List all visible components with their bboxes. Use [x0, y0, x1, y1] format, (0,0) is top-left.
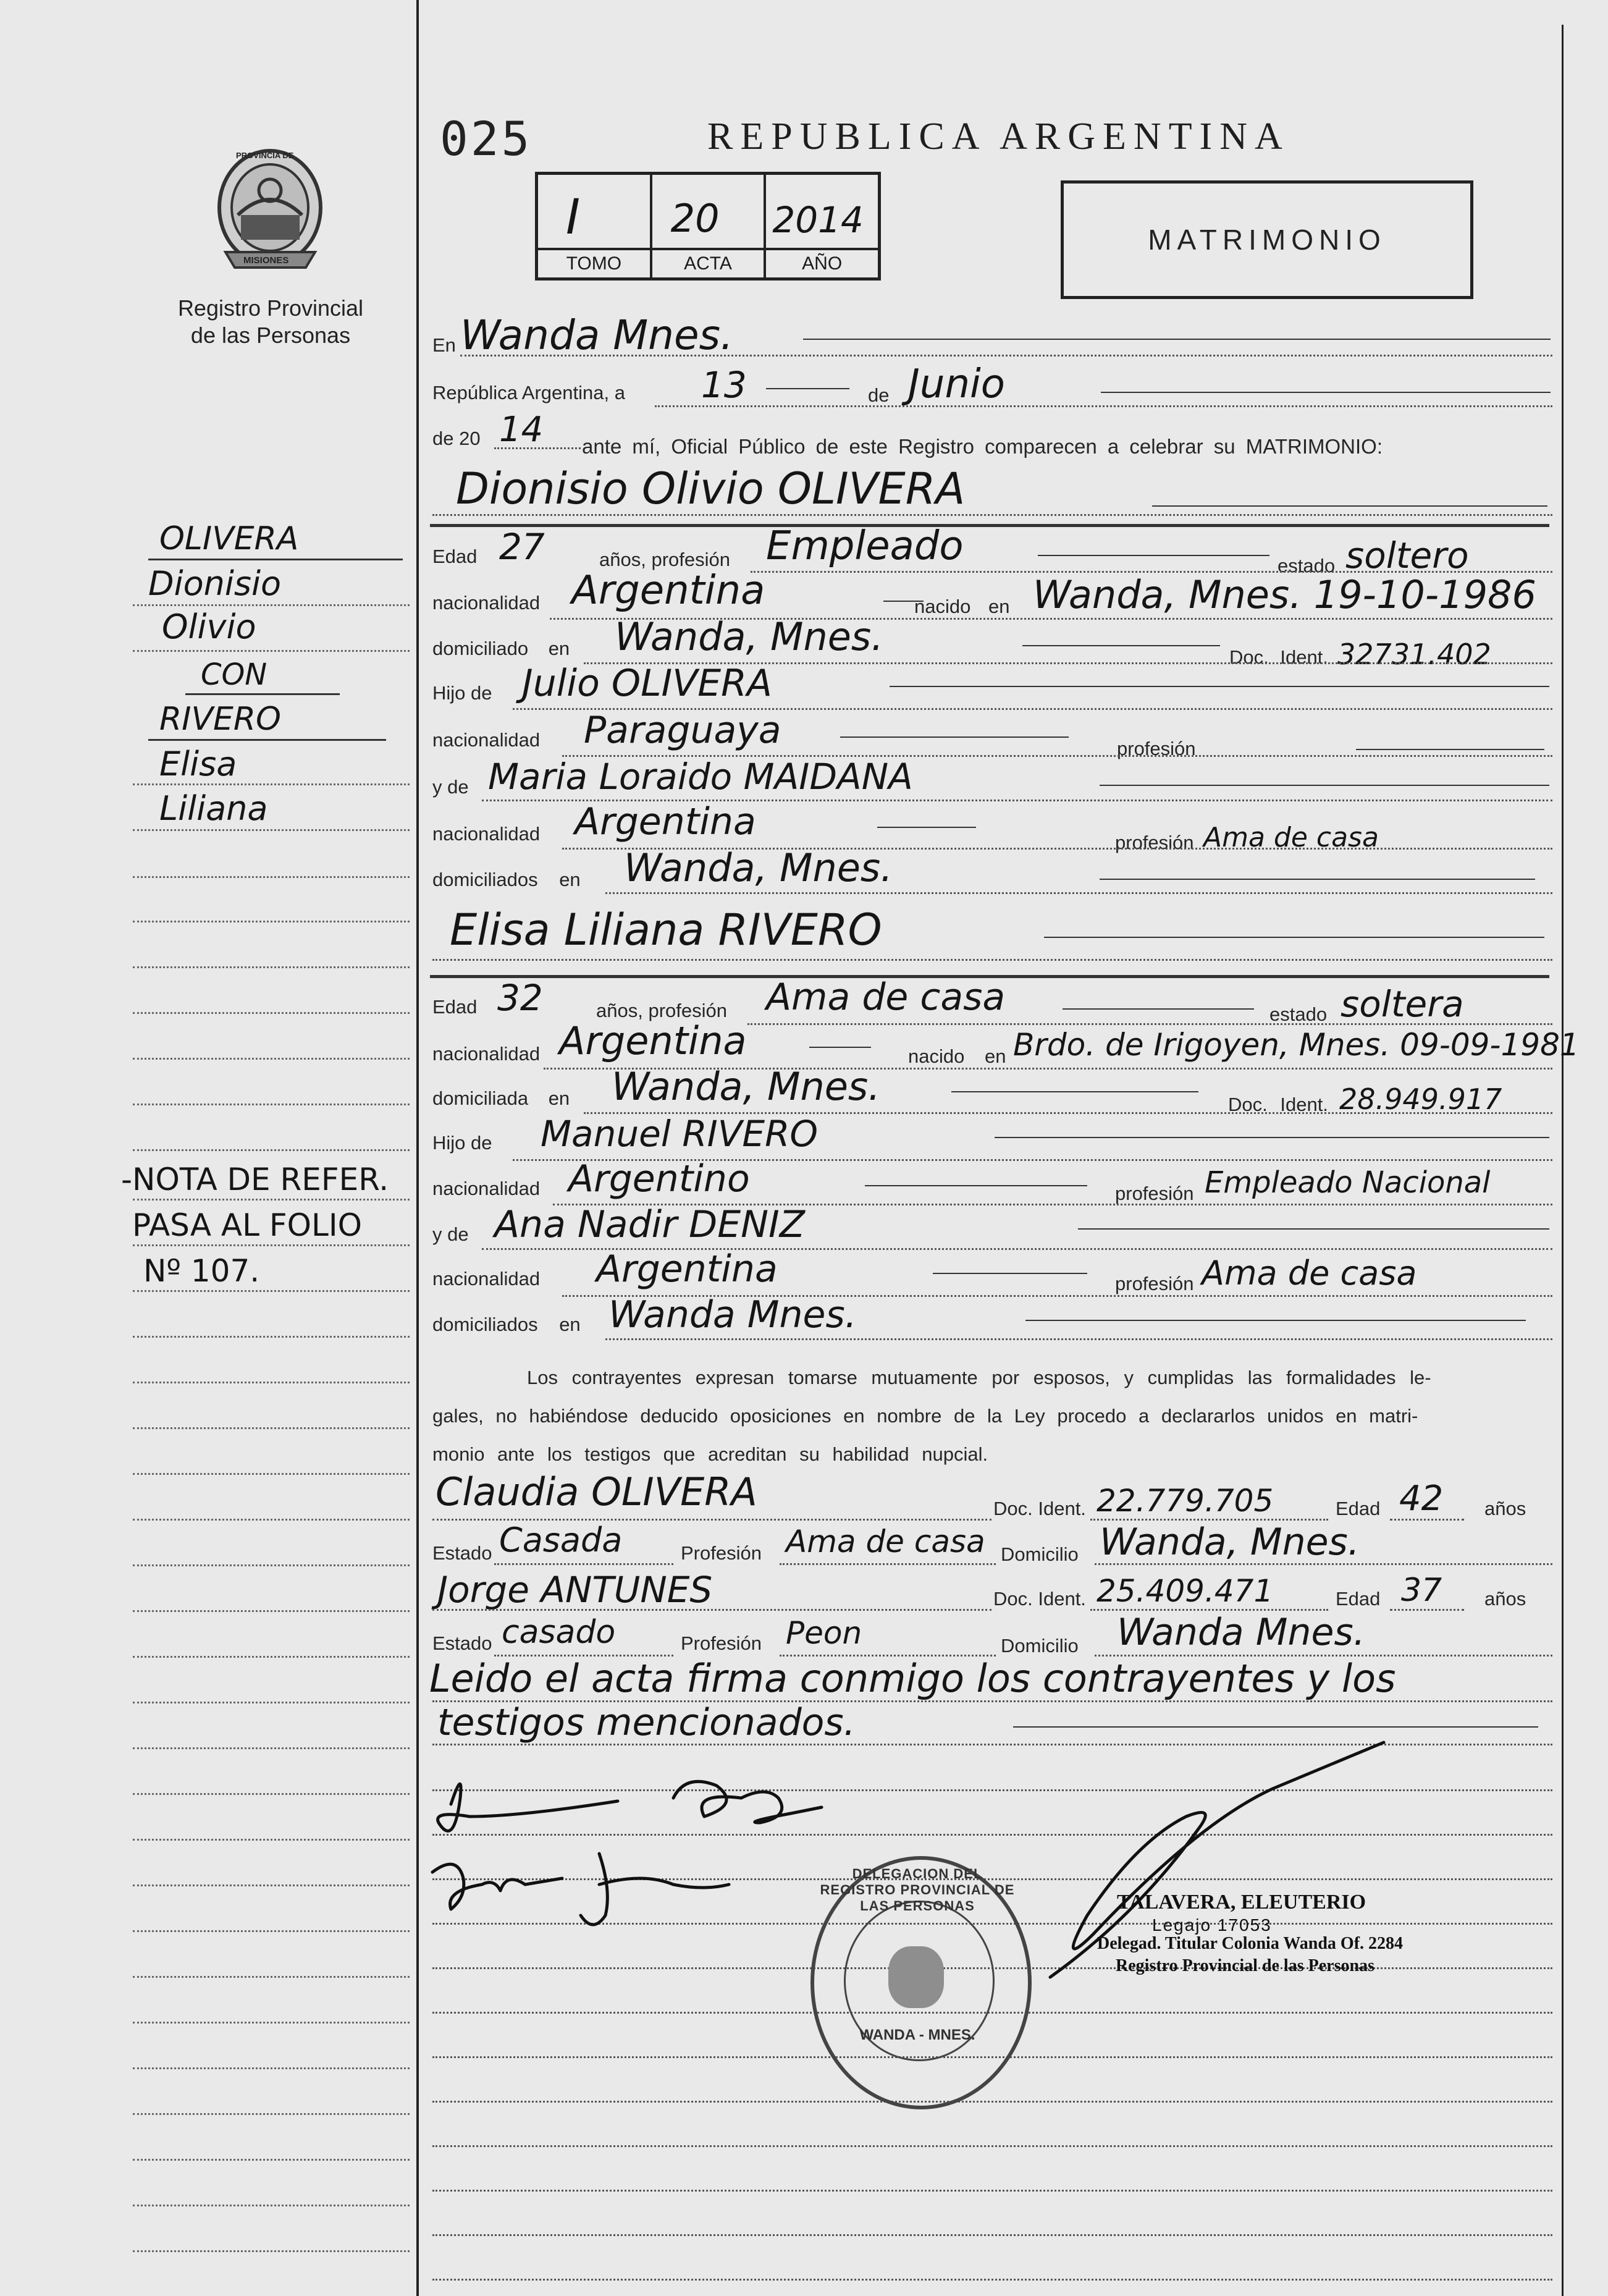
groom-domicilio: Wanda, Mnes.: [615, 614, 883, 659]
bride-nac-label: nacionalidad: [432, 1043, 541, 1065]
bride-profesion: Ama de casa: [766, 976, 1006, 1019]
margin-rule: [133, 829, 410, 831]
bride-madre-prof: Ama de casa: [1202, 1254, 1417, 1293]
groom-profesion: Empleado: [766, 523, 964, 569]
margin-rule: [133, 2022, 410, 2024]
seal-center-text: WANDA - MNES.: [859, 2027, 975, 2043]
groom-estado-label: estado: [1278, 555, 1336, 576]
margin-rule: [133, 1976, 410, 1978]
groom-yde-label: y de: [432, 776, 469, 798]
acta-value: 20: [670, 196, 720, 241]
witness1-doc-label: Doc. Ident.: [993, 1498, 1086, 1519]
groom-doms-label: domiciliados en: [432, 869, 581, 890]
tomo-label: TOMO: [538, 248, 650, 277]
margin-rule: [133, 1427, 410, 1429]
seal-ring-text: DELEGACION DEL REGISTRO PROVINCIAL DE LAS PERSONAS: [820, 1866, 1015, 1914]
groom-estado: soltero: [1345, 534, 1469, 576]
margin-rule: [133, 1519, 410, 1521]
bride-madre-prof-label: profesión: [1115, 1273, 1194, 1294]
margin-rule: [133, 783, 410, 785]
margin-note-2: PASA AL FOLIO: [132, 1207, 362, 1243]
margin-rule: [133, 1839, 410, 1841]
official-registry: Registro Provincial de las Personas: [1116, 1956, 1374, 1975]
margin-rule: [148, 739, 386, 741]
margin-rule: [133, 2205, 410, 2206]
dotted-rule: [747, 1023, 1552, 1025]
bride-madre: Ana Nadir DENIZ: [494, 1203, 805, 1246]
bride-signature: [673, 1781, 822, 1823]
groom-signature: [438, 1784, 618, 1831]
declaration-line2: gales, no habiéndose deducido oposiciones en nombre de la Ley procedo a declararlos unidos en matri-: [432, 1405, 1418, 1427]
bride-padre-prof-label: profesión: [1115, 1183, 1194, 1204]
witness1-edad-label: Edad: [1336, 1498, 1381, 1519]
margin-rule: [133, 1747, 410, 1749]
ano-label: AÑO: [766, 248, 878, 277]
blank-fill-rule: [1022, 645, 1220, 646]
margin-name2: Olivio: [162, 607, 256, 646]
margin-rule: [133, 1336, 410, 1338]
country-title: REPUBLICA ARGENTINA: [707, 116, 1290, 158]
witness1-anos-label: años: [1484, 1498, 1526, 1519]
margin-rule: [133, 2159, 410, 2161]
bride-doms-label: domiciliados en: [432, 1314, 581, 1335]
groom-hijo-label: Hijo de: [432, 682, 492, 704]
margin-rule: [133, 604, 410, 606]
bride-padre: Manuel RIVERO: [541, 1113, 819, 1155]
dotted-rule: [432, 959, 1552, 961]
blank-fill-rule: [951, 1091, 1198, 1092]
groom-padre-nac: Paraguaya: [584, 709, 781, 752]
witness2-name: Jorge ANTUNES: [437, 1569, 713, 1611]
dotted-rule: [494, 447, 581, 449]
day-value: 13: [701, 364, 747, 406]
margin-rule: [133, 1564, 410, 1566]
blank-fill-rule: [1356, 749, 1544, 750]
witness1-dom-label: Domicilio: [1001, 1543, 1079, 1565]
dotted-rule: [432, 2145, 1552, 2147]
margin-rule: [133, 1656, 410, 1658]
groom-madre-prof: Ama de casa: [1203, 822, 1379, 853]
witness2-doc: 25.409.471: [1097, 1573, 1274, 1609]
bride-padre-nac-label: nacionalidad: [432, 1178, 541, 1199]
margin-name3: Elisa: [159, 745, 237, 783]
witness1-signature: [432, 1864, 562, 1909]
registry-name-line2: de las Personas: [190, 323, 351, 348]
groom-nacido-label: nacido en: [914, 596, 1010, 617]
dotted-rule: [432, 2234, 1552, 2236]
groom-dom-label: domiciliado en: [432, 638, 570, 659]
folio-number: 025: [440, 111, 532, 166]
dotted-rule: [655, 405, 1552, 407]
bride-domicilio: Wanda, Mnes.: [612, 1064, 880, 1109]
logo-text-top: PROVINCIA DE: [236, 151, 294, 160]
blank-fill-rule: [933, 1273, 1087, 1274]
bride-doc-label: Doc. Ident.: [1228, 1094, 1328, 1115]
tomo-cell: [538, 175, 652, 277]
acta-cell: [652, 175, 767, 277]
witness2-estado-label: Estado: [432, 1632, 492, 1654]
blank-fill-rule: [803, 339, 1551, 340]
bride-padre-prof: Empleado Nacional: [1205, 1165, 1491, 1200]
registry-name-line1: Registro Provincial: [177, 295, 364, 321]
year-value: 14: [499, 410, 544, 450]
dotted-rule: [780, 1563, 996, 1565]
margin-note-1: -NOTA DE REFER.: [121, 1162, 389, 1197]
margin-rule: [133, 1104, 410, 1105]
groom-edad-label: Edad: [432, 546, 478, 567]
margin-rule: [133, 966, 410, 968]
witness1-estado-label: Estado: [432, 1542, 492, 1564]
act-type-label: MATRIMONIO: [1148, 224, 1386, 256]
margin-rule: [133, 1058, 410, 1060]
witness1-name: Claudia OLIVERA: [436, 1469, 757, 1514]
margin-rule: [133, 2067, 410, 2069]
groom-doc-label: Doc. Ident.: [1229, 646, 1328, 668]
bride-anos-label: años, profesión: [596, 1000, 727, 1021]
witness1-domicilio: Wanda, Mnes.: [1100, 1521, 1360, 1564]
witness2-dom-label: Domicilio: [1001, 1635, 1079, 1657]
blank-fill-rule: [766, 388, 849, 389]
margin-rule: [133, 1290, 410, 1292]
closing-line2: testigos mencionados.: [437, 1701, 856, 1744]
blank-fill-rule: [1100, 785, 1549, 786]
margin-rule: [133, 1382, 410, 1383]
margin-rule: [133, 1244, 410, 1246]
bride-edad-label: Edad: [432, 996, 478, 1018]
groom-madre-prof-label: profesión: [1115, 832, 1194, 853]
bride-padres-dom: Wanda Mnes.: [608, 1293, 857, 1336]
bride-madre-nac-label: nacionalidad: [432, 1268, 541, 1289]
section-divider: [430, 524, 1549, 527]
margin-rule: [133, 921, 410, 922]
groom-anos-label: años, profesión: [599, 549, 730, 570]
blank-fill-rule: [877, 827, 976, 828]
groom-padres-dom: Wanda, Mnes.: [624, 845, 893, 890]
blank-fill-rule: [1063, 1008, 1254, 1010]
ano-value: 2014: [772, 199, 864, 241]
margin-surname2: RIVERO: [159, 701, 281, 738]
groom-nacionalidad: Argentina: [571, 568, 765, 614]
margin-rule: [133, 2113, 410, 2115]
margin-rule: [133, 1149, 410, 1151]
witness2-edad-label: Edad: [1336, 1588, 1381, 1610]
witness2-domicilio: Wanda Mnes.: [1117, 1611, 1365, 1654]
dotted-rule: [605, 1338, 1552, 1340]
de-label: de: [868, 384, 890, 406]
acta-label: ACTA: [652, 248, 764, 277]
year-label: de 20: [432, 428, 481, 449]
witness2-edad: 37: [1401, 1572, 1442, 1609]
bride-estado-label: estado: [1269, 1003, 1328, 1025]
bride-madre-nac: Argentina: [596, 1247, 778, 1291]
margin-rule: [133, 1012, 410, 1014]
bride-doc: 28.949.917: [1339, 1083, 1502, 1116]
groom-padre-prof-label: profesión: [1117, 738, 1196, 759]
right-margin-rule: [1562, 25, 1564, 2296]
dotted-rule: [432, 514, 1552, 516]
margin-rule: [133, 650, 410, 652]
republica-label: República Argentina, a: [432, 382, 625, 403]
bride-dom-label: domiciliada en: [432, 1087, 570, 1109]
declaration-line1: Los contrayentes expresan tomarse mutuamente por esposos, y cumplidas las formalidades le-: [527, 1367, 1431, 1388]
groom-nac-label: nacionalidad: [432, 592, 541, 614]
tomo-value: I: [566, 190, 581, 245]
dotted-rule: [1390, 1519, 1464, 1521]
dotted-rule: [494, 1563, 673, 1565]
margin-rule: [133, 1473, 410, 1475]
witness2-signature: [581, 1854, 729, 1925]
dotted-rule: [605, 892, 1552, 894]
margin-rule: [133, 1793, 410, 1795]
closing-line1: Leido el acta firma conmigo los contrayentes y los: [429, 1656, 1396, 1701]
blank-fill-rule: [809, 1047, 871, 1048]
margin-rule: [133, 1930, 410, 1932]
bride-edad: 32: [497, 977, 543, 1019]
groom-doc: 32731.402: [1337, 638, 1491, 671]
witness1-prof-label: Profesión: [681, 1542, 762, 1564]
month-value: Junio: [908, 361, 1005, 407]
blank-fill-rule: [1038, 555, 1269, 556]
margin-rule: [133, 1884, 410, 1886]
witness2-doc-label: Doc. Ident.: [993, 1588, 1086, 1610]
dotted-rule: [432, 2190, 1552, 2192]
bride-name: Elisa Liliana RIVERO: [450, 905, 882, 955]
groom-name: Dionisio Olivio OLIVERA: [456, 463, 966, 514]
witness1-estado: Casada: [499, 1521, 623, 1560]
witness2-estado: casado: [502, 1614, 616, 1651]
record-id-box: [535, 172, 881, 281]
blank-fill-rule: [995, 1137, 1549, 1138]
place-value: Wanda Mnes.: [460, 311, 733, 359]
blank-fill-rule: [1152, 505, 1547, 507]
bride-padre-nac: Argentino: [568, 1157, 750, 1201]
dotted-rule: [432, 2279, 1552, 2281]
blank-fill-rule: [1013, 1726, 1538, 1728]
groom-nacido: Wanda, Mnes. 19-10-1986: [1033, 572, 1536, 617]
official-legajo: Legajo 17053: [1152, 1915, 1272, 1935]
groom-madre: Maria Loraido MAIDANA: [488, 756, 913, 798]
blank-fill-rule: [1101, 392, 1551, 393]
blank-fill-rule: [1100, 879, 1535, 880]
official-role: Delegad. Titular Colonia Wanda Of. 2284: [1097, 1934, 1404, 1953]
act-type-box: [1061, 180, 1473, 299]
margin-rule: [133, 1610, 410, 1612]
dotted-rule: [432, 1609, 991, 1611]
blank-fill-rule: [865, 1185, 1087, 1186]
bride-hijo-label: Hijo de: [432, 1132, 492, 1154]
ano-cell: [766, 175, 878, 277]
margin-rule: [133, 2250, 410, 2252]
blank-fill-rule: [1025, 1320, 1526, 1321]
groom-madre-nac: Argentina: [575, 800, 756, 843]
dotted-rule: [1095, 1563, 1552, 1565]
margin-name4: Liliana: [159, 789, 268, 828]
groom-padre: Julio OLIVERA: [522, 662, 772, 705]
margin-rule: [133, 1199, 410, 1201]
margin-rule: [148, 559, 403, 560]
declaration-line3: monio ante los testigos que acreditan su habilidad nupcial.: [432, 1443, 988, 1465]
official-name: TALAVERA, ELEUTERIO: [1117, 1891, 1366, 1914]
dotted-rule: [432, 2101, 1552, 2103]
bride-nacionalidad: Argentina: [559, 1018, 747, 1063]
blank-fill-rule: [840, 736, 1069, 738]
en-label: En: [432, 334, 456, 356]
groom-madre-nac-label: nacionalidad: [432, 823, 541, 845]
margin-rule: [133, 1702, 410, 1703]
dotted-rule: [460, 355, 1552, 357]
bride-estado: soltera: [1341, 983, 1464, 1025]
witness1-edad: 42: [1399, 1479, 1444, 1519]
bride-nacido: Brdo. de Irigoyen, Mnes. 09-09-1981: [1013, 1027, 1580, 1063]
margin-rule: [185, 693, 340, 695]
witness2-prof-label: Profesión: [681, 1632, 762, 1654]
margin-name1: Dionisio: [148, 564, 282, 603]
margin-note-3: Nº 107.: [143, 1253, 260, 1289]
margin-rule: [133, 876, 410, 878]
seal-emblem-icon: [888, 1946, 944, 2008]
witness2-anos-label: años: [1484, 1588, 1526, 1610]
blank-fill-rule: [890, 686, 1549, 687]
witness1-profesion: Ama de casa: [786, 1524, 985, 1560]
witness2-profesion: Peon: [786, 1615, 862, 1651]
bride-nacido-label: nacido en: [908, 1045, 1006, 1067]
logo-text-bottom: MISIONES: [243, 255, 289, 266]
blank-fill-rule: [1044, 937, 1544, 938]
margin-surname: OLIVERA: [159, 520, 299, 557]
intro-text: ante mí, Oficial Público de este Registro comparecen a celebrar su MATRIMONIO:: [582, 435, 1383, 458]
groom-padre-nac-label: nacionalidad: [432, 729, 541, 751]
groom-edad: 27: [499, 526, 545, 568]
dotted-rule: [1390, 1609, 1464, 1611]
blank-fill-rule: [1078, 1228, 1549, 1230]
margin-con: CON: [201, 657, 267, 692]
bride-yde-label: y de: [432, 1223, 469, 1245]
witness1-doc: 22.779.705: [1097, 1483, 1274, 1519]
